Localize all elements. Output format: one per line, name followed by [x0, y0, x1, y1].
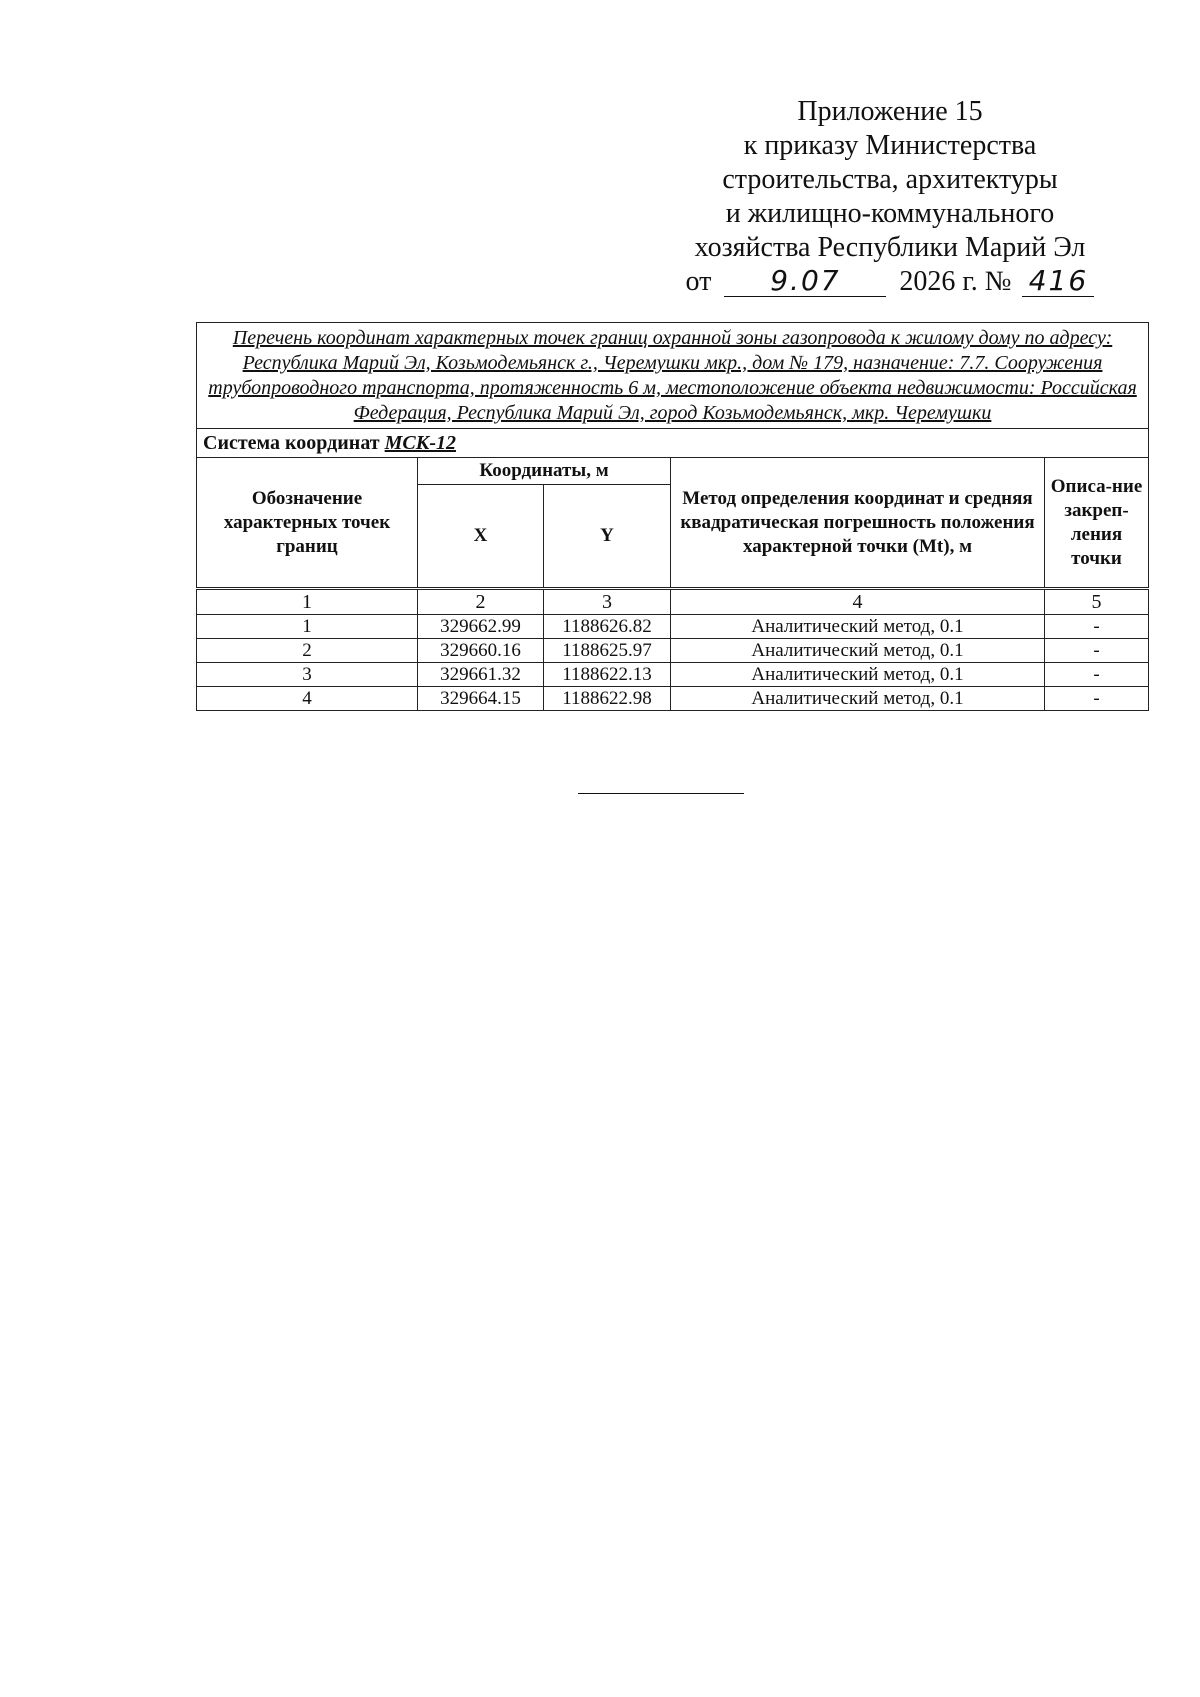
attachment-line: строительства, архитектуры — [722, 164, 1058, 195]
cell-description: - — [1045, 663, 1149, 687]
order-date-line — [660, 265, 1120, 299]
attachment-line: Приложение 15 — [797, 96, 983, 127]
coordinate-system-label: Система координат — [203, 431, 380, 454]
column-number: 2 — [418, 589, 544, 615]
cell-y: 1188625.97 — [544, 639, 671, 663]
coordinate-system-value: МСК-12 — [384, 431, 456, 454]
handwritten-number: 416 — [1022, 266, 1094, 297]
table-row — [197, 687, 1149, 711]
cell-x: 329664.15 — [418, 687, 544, 711]
cell-x: 329660.16 — [418, 639, 544, 663]
attachment-line: хозяйства Республики Марий Эл — [694, 232, 1086, 263]
attachment-header — [660, 95, 1120, 299]
year-text: 2026 г. № — [899, 266, 1012, 297]
table-row — [197, 639, 1149, 663]
header-method: Метод определения координат и средняя квадратическая погрешность положения характерной точки (Mt), м — [671, 458, 1045, 589]
cell-x: 329661.32 — [418, 663, 544, 687]
column-numbers-row — [197, 589, 1149, 615]
header-coordinates: Координаты, м — [418, 458, 671, 485]
cell-y: 1188622.98 — [544, 687, 671, 711]
column-number: 1 — [197, 589, 418, 615]
cell-description: - — [1045, 639, 1149, 663]
cell-point: 1 — [197, 615, 418, 639]
cell-method: Аналитический метод, 0.1 — [671, 663, 1045, 687]
cell-description: - — [1045, 687, 1149, 711]
table-row — [197, 663, 1149, 687]
handwritten-date: 9.07 — [724, 266, 886, 297]
column-number: 5 — [1045, 589, 1149, 615]
coordinate-system-row — [197, 429, 1149, 458]
cell-point: 4 — [197, 687, 418, 711]
header-point: Обозначение характерных точек границ — [197, 458, 418, 589]
cell-method: Аналитический метод, 0.1 — [671, 687, 1045, 711]
cell-method: Аналитический метод, 0.1 — [671, 615, 1045, 639]
coordinates-table-container — [196, 322, 1148, 711]
header-x: X — [418, 485, 544, 589]
cell-x: 329662.99 — [418, 615, 544, 639]
cell-y: 1188626.82 — [544, 615, 671, 639]
header-y: Y — [544, 485, 671, 589]
closing-rule — [578, 793, 744, 794]
table-title: Перечень координат характерных точек границ охранной зоны газопровода к жилому дому по адресу: Республика Марий Эл, Козьмодемьянск г., Черемушки мкр., дом № 179, назначение: 7.7. Сооружения трубопроводного транспорта, протяженность 6 м, местоположение объекта недвижимости: Российская Федерация, Республика Марий Эл, город Козьмодемьянск, мкр. Черемушки — [197, 323, 1149, 429]
column-number: 4 — [671, 589, 1045, 615]
coordinates-table — [196, 322, 1149, 711]
attachment-line: к приказу Министерства — [743, 130, 1037, 161]
cell-point: 3 — [197, 663, 418, 687]
cell-y: 1188622.13 — [544, 663, 671, 687]
attachment-line: и жилищно-коммунального — [725, 198, 1055, 229]
header-description: Описа-ние закреп-ления точки — [1045, 458, 1149, 589]
cell-description: - — [1045, 615, 1149, 639]
table-row — [197, 615, 1149, 639]
cell-method: Аналитический метод, 0.1 — [671, 639, 1045, 663]
column-number: 3 — [544, 589, 671, 615]
cell-point: 2 — [197, 639, 418, 663]
date-prefix: от — [685, 266, 712, 297]
